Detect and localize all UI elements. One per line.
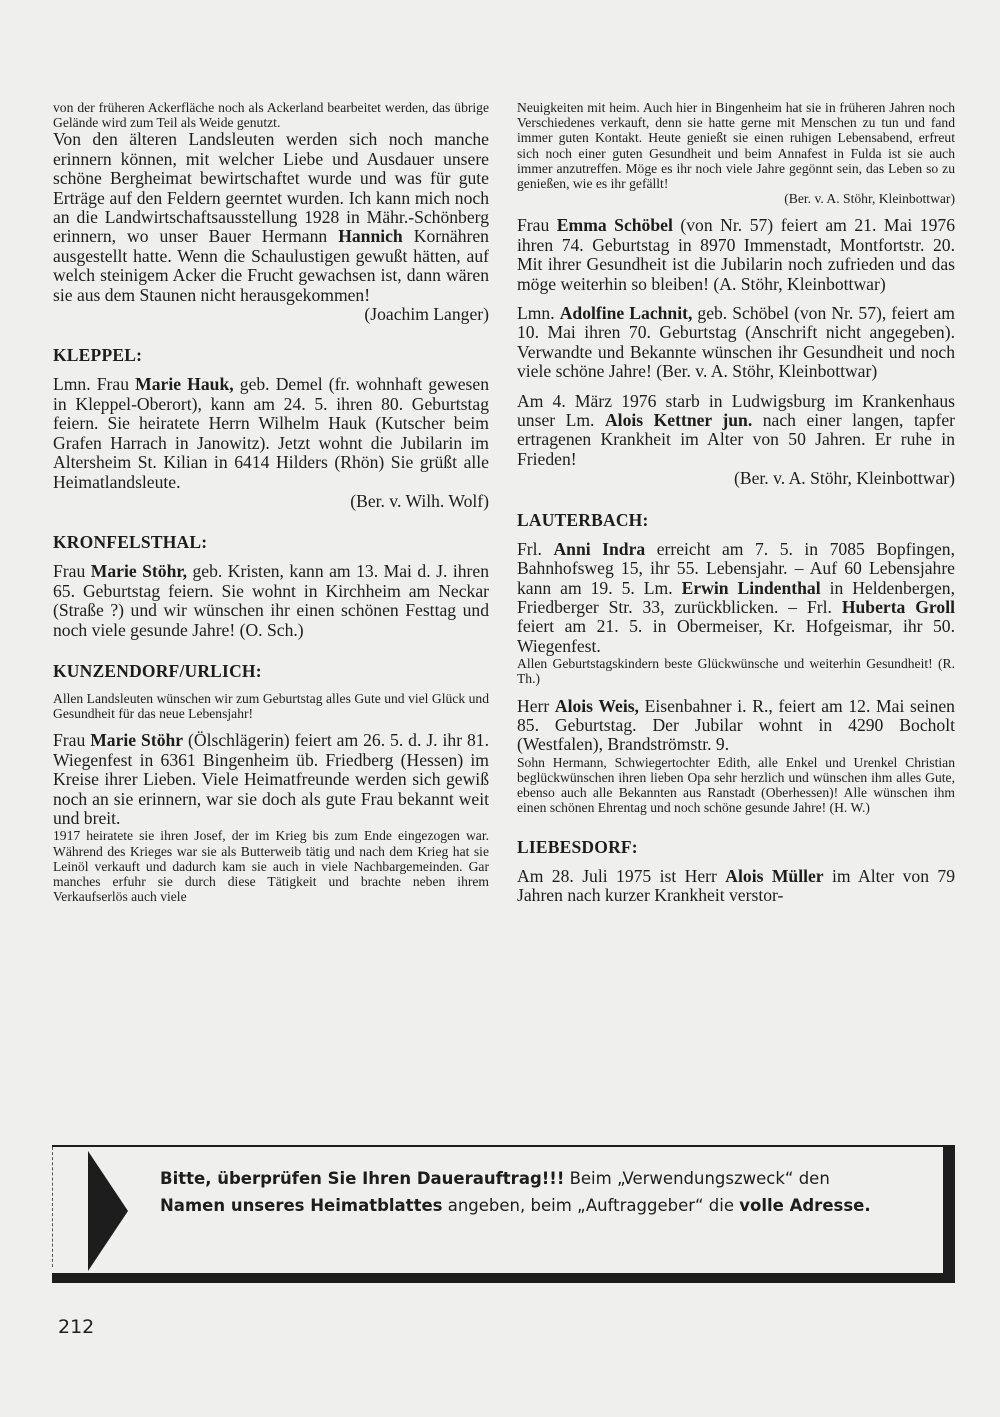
text: (von Nr. 57) feiert am 21. Mai 1976 ihren 74. Geburtstag in 8970 Immenstadt, Montfortstr. 20. Mit ihrer Gesundheit ist die Jubilarin noch zufrieden und das möge weiterhin so bleiben! (A. Stöhr, Kleinbottwar): [517, 215, 955, 294]
heading-liebesdorf: LIEBESDORF:: [517, 836, 638, 857]
text: Am 28. Juli 1975 ist Herr: [517, 865, 726, 886]
paragraph-kunzendorf-intro: Allen Landsleuten wünschen wir zum Geburtstag alles Gute und viel Glück und Gesundheit für das neue Lebensjahr!: [53, 690, 489, 722]
person-name: Alois Kettner jun.: [604, 410, 753, 431]
left-column: [53, 100, 489, 904]
person-name: Alois Müller: [725, 865, 824, 886]
arrow-right-icon: [88, 1151, 128, 1271]
paragraph-kunzendorf: [53, 731, 489, 828]
person-name: Marie Stöhr: [90, 730, 184, 751]
right-column: [517, 100, 955, 905]
text: Lmn.: [517, 303, 560, 324]
text: geb. Demel (fr. wohnhaft gewesen in Kleppel-Oberort), kann am 24. 5. ihren 80. Geburtstag feiern. Sie heiratete Herrn Wilhelm Hauk (Kutscher beim Grafen Harrach in Janowitz). Jetzt wohnt die Jubilarin im Altersheim St. Kilian in 6414 Hilders (Rhön) Sie grüßt alle Heimatlandsleute.: [53, 374, 489, 492]
author-credit: (Ber. v. Wilh. Wolf): [350, 490, 489, 511]
person-name: Marie Hauk,: [135, 374, 234, 395]
notice-plain: angeben, beim „Auftraggeber“ die: [442, 1196, 740, 1215]
person-name: Huberta Groll: [841, 596, 955, 617]
text: Frau: [53, 730, 91, 751]
notice-bold: volle Adresse.: [739, 1196, 871, 1215]
text: nach einer langen, tapfer ertragenen Krankheit im Alter von 50 Jahren. Er ruhe in Frieden!: [517, 410, 955, 469]
notice-bottom-bar: [52, 1273, 955, 1283]
paragraph-lauterbach-wishes: Allen Geburtstagskindern beste Glückwünsche und weiterhin Gesundheit! (R. Th.): [517, 656, 955, 687]
text: Herr: [517, 695, 555, 716]
paragraph-continuation: Neuigkeiten mit heim. Auch hier in Bingenheim hat sie in früheren Jahren noch Verschiedenes verkauft, denn sie hatte gerne mit Menschen zu tun und fand immer guten Kontakt. Heute genießt sie einen ruhigen Lebensabend, erfreut sich noch einer guten Gesundheit und beim Annafest in Fulda ist sie auch immer anzutreffen. Möge es ihr noch viele Jahre gegönnt sein, das Leben so zu genießen, wie es ihr gefällt!: [517, 100, 955, 192]
heading-kunzendorf: KUNZENDORF/URLICH:: [53, 660, 262, 681]
paragraph-kronfelsthal: [53, 562, 489, 640]
text: Lmn. Frau: [53, 374, 136, 395]
page-number: 212: [58, 1316, 95, 1338]
text: erreicht am 7. 5. in 7085 Bopfingen, Bahnhofsweg 15, ihr 55. Lebensjahr. – Auf 60 Lebensjahre kann am 19. 5. Lm.: [517, 538, 955, 598]
text: Am 4. März 1976 starb in Ludwigsburg im Krankenhaus unser Lm.: [517, 390, 955, 431]
text: (Ölschlägerin) feiert am 26. 5. d. J. ihr 81. Wiegenfest in 6361 Bingenheim üb. Friedberg (Hessen) im Kreise ihrer Lieben. Viele Heimatfreunde werden sich gewiß noch an sie erinnern, war sie doch als gute Frau bekannt weit und breit.: [53, 730, 489, 828]
notice-plain: Beim „Verwendungszweck“ den: [564, 1169, 830, 1188]
paragraph-field-use: von der früheren Ackerfläche noch als Ackerland bearbeitet werden, das übrige Gelände wird zum Teil als Weide genutzt.: [53, 100, 489, 131]
paragraph-lauterbach: [517, 540, 955, 656]
person-name: Anni Indra: [553, 538, 646, 559]
paragraph-kunzendorf-detail: 1917 heiratete sie ihren Josef, der im Krieg bis zum Ende eingezogen war. Während des Krieges war sie als Butterweib tätig und nach dem Krieg hat sie Leinöl verkauft und dadurch kam sie auch in viele Nachbargemeinden. Gar manches erfuhr sie durch diese Tätigkeit und brachte neben ihrem Verkaufserlös auch viele: [53, 828, 489, 905]
paragraph-alois-weis: [517, 697, 955, 755]
text: feiert am 21. 5. in Obermeiser, Kr. Hofgeismar, ihr 50. Wiegenfest.: [517, 616, 955, 656]
paragraph-obituary-kettner: [517, 392, 955, 470]
paragraph-weis-family: Sohn Hermann, Schwiegertochter Edith, alle Enkel und Urenkel Christian beglückwünschen ihren lieben Opa sehr herzlich und wünschen ihm alles Gute, ebenso auch alle Bekannten aus Ranstadt (Oberhessen)! Alle wünschen ihm einen schönen Ehrentag und noch schöne gesunde Jahre! (H. W.): [517, 754, 955, 816]
author-credit: (Ber. v. A. Stöhr, Kleinbottwar): [784, 191, 955, 207]
notice-bold: Bitte, überprüfen Sie Ihren Dauerauftrag!!!: [160, 1169, 565, 1188]
person-name: Alois Weis,: [554, 695, 639, 716]
person-name: Emma Schöbel: [556, 215, 673, 236]
heading-kleppel: KLEPPEL:: [53, 345, 143, 366]
text: in Heldenbergen, Friedberger Str. 33, zurückblicken. – Frl.: [517, 577, 955, 617]
paragraph-liebesdorf: [517, 867, 955, 906]
text: Von den älteren Landsleuten werden sich noch manche erinnern können, mit welcher Liebe und Ausdauer unsere schöne Bergheimat bewirtschaftet wurde und was für gute Erträge auf den Feldern geerntet wurden. Ich kann mich noch an die Landwirtschaftsausstellung 1928 in Mähr.-Schönberg erinnern, wo unser Bauer Hermann: [53, 129, 489, 247]
paragraph-kleppel: [53, 375, 489, 491]
notice-text: [160, 1165, 900, 1219]
person-name: Adolfine Lachnit,: [559, 303, 693, 324]
paragraph-adolfine-lachnit: [517, 304, 955, 382]
text: geb. Kristen, kann am 13. Mai d. J. ihren 65. Geburtstag feiern. Sie wohnt in Kirchheim am Neckar (Straße ?) und wir wünschen ihr einen schönen Festtag und noch viele gesunde Jahre! (O. Sch.): [53, 561, 489, 640]
paragraph-emma-schoebel: [517, 216, 955, 294]
notice-bold: Namen unseres Heimatblattes: [160, 1196, 443, 1215]
notice-box: [52, 1145, 955, 1290]
paragraph-memories: [53, 130, 489, 305]
author-credit: (Ber. v. A. Stöhr, Kleinbottwar): [734, 468, 955, 489]
author-credit: (Joachim Langer): [364, 304, 489, 325]
text: Frl.: [517, 538, 554, 559]
notice-right-bar: [943, 1147, 955, 1283]
person-name: Marie Stöhr,: [90, 561, 187, 582]
person-name: Erwin Lindenthal: [681, 577, 821, 598]
text: Eisenbahner i. R., feiert am 12. Mai seinen 85. Geburtstag. Der Jubilar wohnt in 4290 Bocholt (Westfalen), Brandströmstr. 9.: [517, 695, 955, 755]
heading-lauterbach: LAUTERBACH:: [517, 509, 649, 530]
heading-kronfelsthal: KRONFELSTHAL:: [53, 532, 208, 553]
person-name: Hannich: [338, 226, 403, 247]
notice-top-rule: [52, 1145, 955, 1147]
text: geb. Schöbel (von Nr. 57), feiert am 10. Mai ihren 70. Geburtstag (Anschrift nicht angegeben). Verwandte und Bekannte wünschen ihr Gesundheit und noch viele schöne Jahre! (Ber. v. A. Stöhr, Kleinbottwar): [517, 303, 955, 382]
text: Frau: [53, 561, 91, 582]
text: Frau: [517, 215, 557, 236]
notice-left-dashes: [52, 1147, 59, 1267]
text: Kornähren ausgestellt hatte. Wenn die Schaulustigen gewußt hätten, auf welch steinigem Acker die Frucht gewachsen ist, dann wären sie aus dem Staunen nicht herausgekommen!: [53, 226, 489, 305]
text: im Alter von 79 Jahren nach kurzer Krankheit verstor-: [517, 865, 955, 905]
